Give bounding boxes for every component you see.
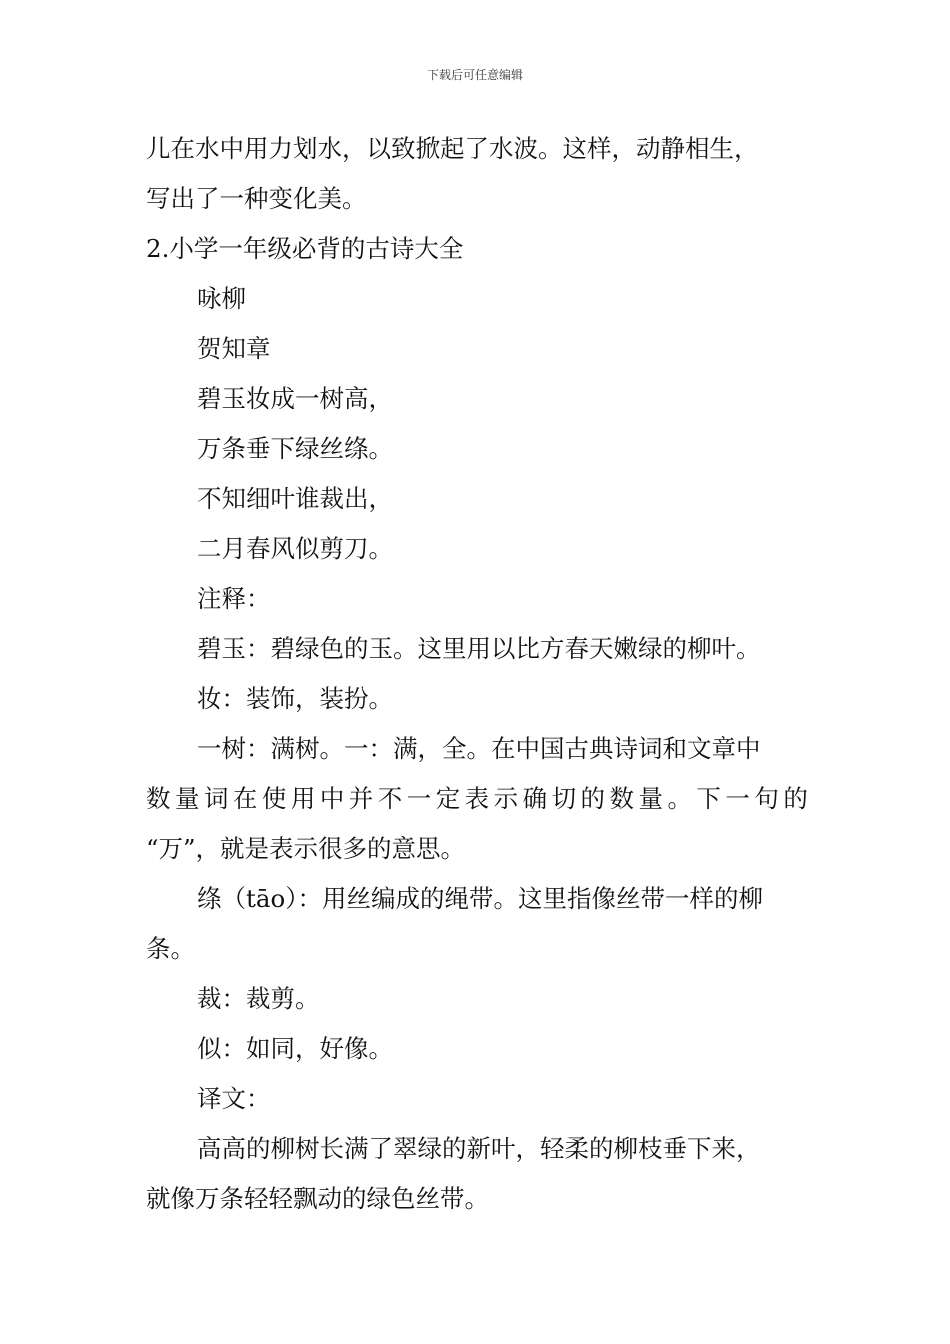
text-line: 儿在水中用力划水，以致掀起了水波。这样，动静相生， bbox=[146, 134, 759, 163]
text-line: 似：如同，好像。 bbox=[197, 1034, 393, 1063]
text-line: 条。 bbox=[146, 934, 195, 963]
text-line: 裁：裁剪。 bbox=[197, 984, 320, 1013]
page-header: 下载后可任意编辑 bbox=[426, 68, 523, 82]
text-line: 绦（tāo）：用丝编成的绳带。这里指像丝带一样的柳 bbox=[197, 884, 763, 913]
text-line: 就像万条轻轻飘动的绿色丝带。 bbox=[146, 1184, 489, 1213]
text-line: 碧玉妆成一树高， bbox=[197, 384, 393, 413]
text-line: 碧玉：碧绿色的玉。这里用以比方春天嫩绿的柳叶。 bbox=[197, 634, 761, 663]
text-line: 贺知章 bbox=[197, 334, 271, 363]
document-body bbox=[146, 124, 808, 1224]
text-line: 注释： bbox=[197, 584, 271, 613]
text-line: 咏柳 bbox=[197, 284, 246, 313]
text-line: 写出了一种变化美。 bbox=[146, 184, 367, 213]
text-line: 妆：装饰，装扮。 bbox=[197, 684, 393, 713]
text-line: 数 量 词 在 使 用 中 并 不 一 定 表 示 确 切 的 数 量 。 下 一 句 的 bbox=[146, 784, 808, 813]
text-line: 一树：满树。一：满，全。在中国古典诗词和文章中 bbox=[197, 734, 761, 763]
text-line: 译文： bbox=[197, 1084, 271, 1113]
text-line: 二月春风似剪刀。 bbox=[197, 534, 393, 563]
text-line: 高高的柳树长满了翠绿的新叶，轻柔的柳枝垂下来， bbox=[197, 1134, 761, 1163]
text-line: 万条垂下绿丝绦。 bbox=[197, 434, 393, 463]
text-line: “万”，就是表示很多的意思。 bbox=[146, 834, 466, 863]
text-line: 不知细叶谁裁出， bbox=[197, 484, 393, 513]
text-line: 2.小学一年级必背的古诗大全 bbox=[146, 234, 464, 263]
